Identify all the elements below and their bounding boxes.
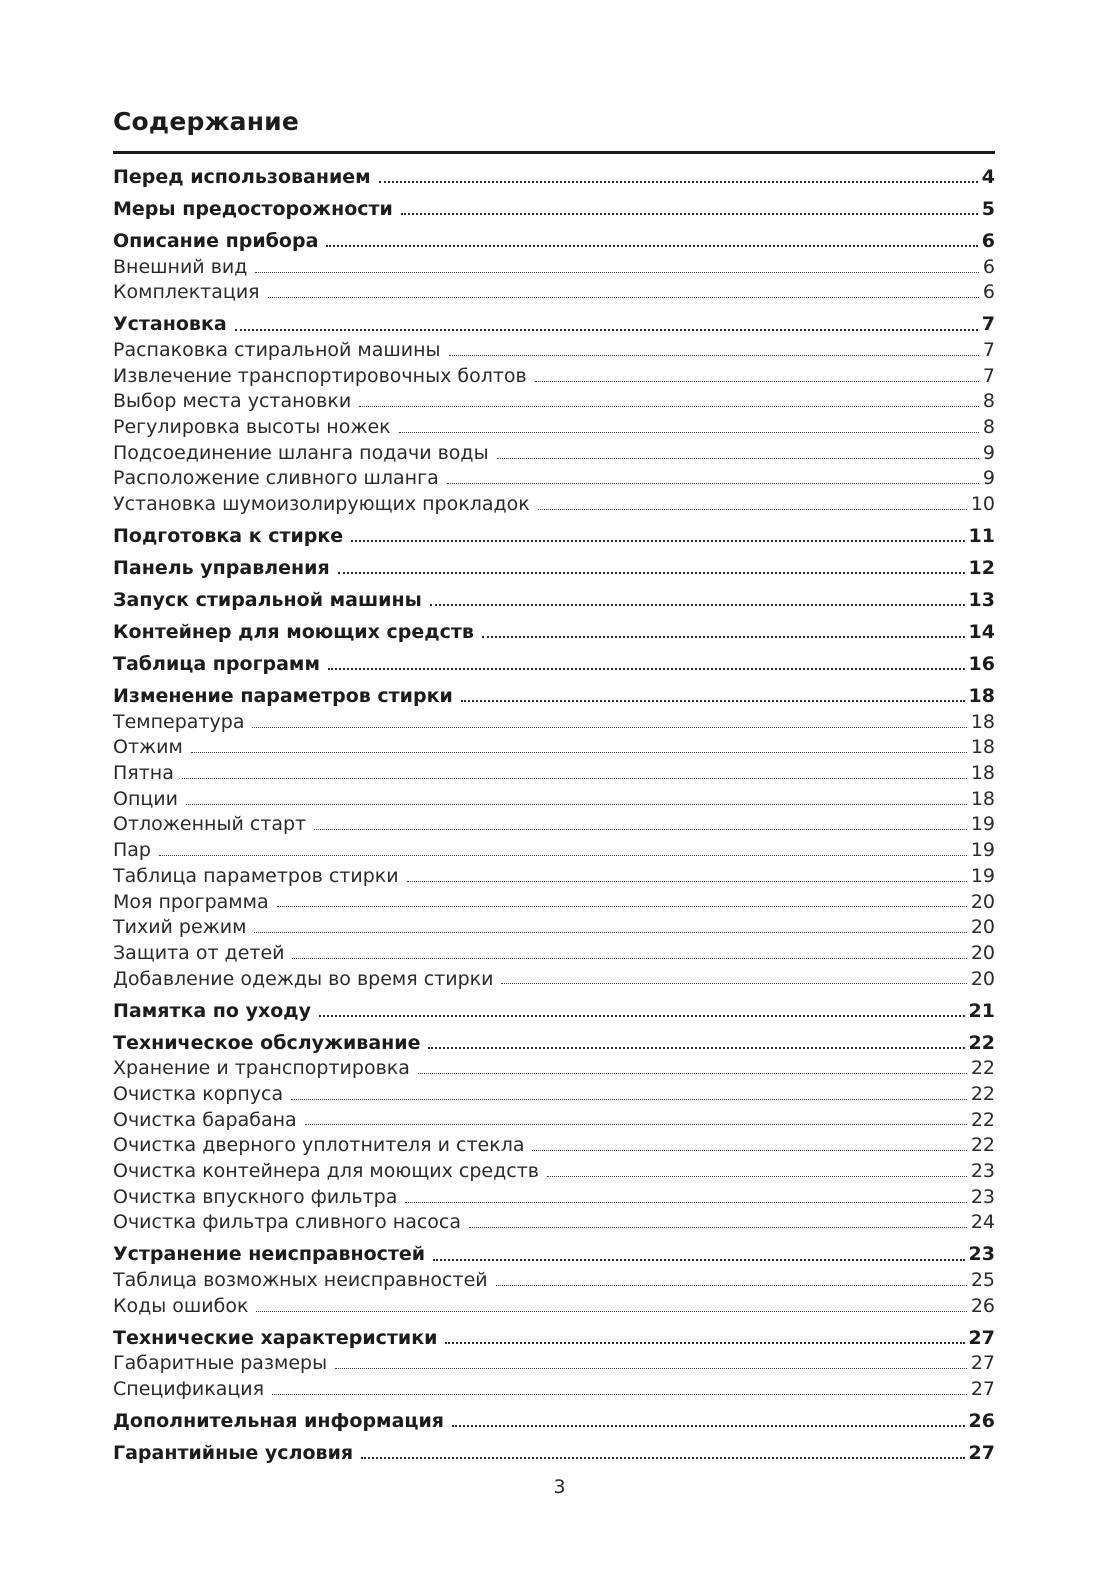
- toc-subsection-entry[interactable]: [113, 864, 995, 890]
- toc-subsection-entry[interactable]: [113, 1210, 995, 1236]
- toc-entry-label: Пятна: [113, 762, 174, 785]
- toc-entry-page: 9: [982, 467, 995, 490]
- toc-dot-leader: [447, 483, 979, 484]
- toc-entry-label: Пар: [113, 839, 151, 862]
- toc-subsection-entry[interactable]: [113, 838, 995, 864]
- toc-entry-label: Добавление одежды во время стирки: [113, 967, 494, 990]
- toc-dot-leader: [428, 1047, 964, 1049]
- toc-entry-page: 25: [970, 1269, 995, 1292]
- toc-dot-leader: [255, 272, 979, 273]
- toc-entry-label: Таблица параметров стирки: [113, 864, 399, 887]
- toc-dot-leader: [305, 1124, 967, 1125]
- toc-entry-page: 4: [981, 166, 995, 188]
- toc-entry-label: Таблица возможных неисправностей: [113, 1269, 488, 1292]
- toc-dot-leader: [538, 509, 967, 510]
- toc-entry-page: 13: [968, 589, 995, 612]
- toc-entry-page: 21: [968, 999, 995, 1022]
- toc-entry-label: Подготовка к стирке: [113, 525, 344, 548]
- toc-dot-leader: [469, 1227, 967, 1228]
- toc-dot-leader: [452, 1425, 965, 1427]
- toc-section-entry[interactable]: [113, 312, 995, 338]
- toc-dot-leader: [351, 540, 964, 542]
- toc-entry-label: Перед использованием: [113, 166, 371, 188]
- toc-subsection-entry[interactable]: [113, 1377, 995, 1403]
- toc-entry-label: Комплектация: [113, 281, 260, 304]
- toc-entry-label: Очистка контейнера для моющих средств: [113, 1160, 539, 1183]
- toc-dot-leader: [272, 1394, 967, 1395]
- toc-entry-page: 19: [970, 864, 995, 887]
- toc-subsection-entry[interactable]: [113, 466, 995, 492]
- toc-subsection-entry[interactable]: [113, 710, 995, 736]
- toc-entry-label: Тихий режим: [113, 916, 247, 939]
- toc-entry-page: 16: [968, 653, 995, 676]
- toc-dot-leader: [319, 1015, 965, 1017]
- toc-subsection-entry[interactable]: [113, 441, 995, 467]
- toc-entry-label: Очистка дверного уплотнителя и стекла: [113, 1134, 525, 1157]
- toc-entry-label: Опции: [113, 787, 179, 810]
- toc-entry-page: 22: [970, 1108, 995, 1131]
- toc-entry-page: 20: [970, 941, 995, 964]
- toc-entry-label: Устранение неисправностей: [113, 1243, 426, 1266]
- toc-entry-page: 19: [970, 839, 995, 862]
- toc-subsection-entry[interactable]: [113, 1185, 995, 1211]
- toc-dot-leader: [405, 1202, 966, 1203]
- toc-entry-page: 22: [970, 1057, 995, 1080]
- toc-dot-leader: [335, 1368, 967, 1369]
- toc-entry-page: 20: [970, 916, 995, 939]
- toc-entry-label: Очистка корпуса: [113, 1082, 284, 1105]
- toc-entry-page: 6: [982, 255, 995, 278]
- toc-dot-leader: [399, 432, 979, 433]
- toc-subsection-entry[interactable]: [113, 492, 995, 518]
- toc-dot-leader: [501, 983, 966, 984]
- toc-entry-page: 8: [982, 390, 995, 413]
- toc-section-entry[interactable]: [113, 1242, 995, 1268]
- toc-dot-leader: [159, 855, 967, 856]
- toc-entry-label: Температура: [113, 710, 245, 733]
- toc-entry-label: Внешний вид: [113, 255, 248, 278]
- toc-entry-label: Габаритные размеры: [113, 1352, 328, 1375]
- toc-dot-leader: [535, 381, 979, 382]
- toc-entry-label: Контейнер для моющих средств: [113, 621, 474, 644]
- toc-entry-label: Распаковка стиральной машины: [113, 339, 441, 362]
- toc-subsection-entry[interactable]: [113, 1082, 995, 1108]
- toc-dot-leader: [254, 932, 966, 933]
- toc-entry-label: Дополнительная информация: [113, 1410, 444, 1433]
- toc-dot-leader: [314, 829, 967, 830]
- toc-entry-page: 7: [982, 364, 995, 387]
- toc-entry-page: 14: [968, 621, 995, 644]
- toc-entry-page: 5: [981, 197, 995, 220]
- toc-subsection-entry[interactable]: [113, 1268, 995, 1294]
- toc-section-entry[interactable]: [113, 556, 995, 582]
- toc-dot-leader: [256, 1311, 966, 1312]
- toc-entry-label: Панель управления: [113, 557, 330, 580]
- toc-entry-page: 18: [970, 736, 995, 759]
- toc-dot-leader: [449, 355, 979, 356]
- toc-subsection-entry[interactable]: [113, 255, 995, 281]
- toc-dot-leader: [430, 604, 965, 606]
- toc-entry-page: 22: [968, 1031, 995, 1054]
- toc-section-entry[interactable]: [113, 684, 995, 710]
- toc-dot-leader: [268, 297, 979, 298]
- toc-entry-label: Отложенный старт: [113, 813, 307, 836]
- toc-subsection-entry[interactable]: [113, 1133, 995, 1159]
- toc-subsection-entry[interactable]: [113, 1351, 995, 1377]
- toc-subsection-entry[interactable]: [113, 915, 995, 941]
- toc-subsection-entry[interactable]: [113, 787, 995, 813]
- toc-entry-page: 19: [970, 813, 995, 836]
- toc-subsection-entry[interactable]: [113, 735, 995, 761]
- toc-dot-leader: [497, 458, 979, 459]
- toc-entry-label: Регулировка высоты ножек: [113, 416, 391, 439]
- toc-entry-page: 23: [970, 1160, 995, 1183]
- toc-dot-leader: [191, 752, 967, 753]
- toc-dot-leader: [182, 778, 967, 779]
- toc-entry-label: Защита от детей: [113, 941, 285, 964]
- toc-subsection-entry[interactable]: [113, 364, 995, 390]
- toc-entry-page: 9: [982, 441, 995, 464]
- toc-entry-page: 7: [982, 339, 995, 362]
- toc-entry-label: Очистка впускного фильтра: [113, 1185, 398, 1208]
- toc-entry-page: 26: [970, 1294, 995, 1317]
- page-number: 3: [553, 1476, 566, 1498]
- toc-dot-leader: [461, 700, 965, 702]
- toc-entry-page: 20: [970, 967, 995, 990]
- toc-entry-page: 18: [970, 787, 995, 810]
- toc-entry-label: Подсоединение шланга подачи воды: [113, 441, 489, 464]
- toc-section-entry[interactable]: [113, 999, 995, 1025]
- toc-section-entry[interactable]: [113, 1326, 995, 1352]
- toc-entry-page: 27: [968, 1326, 995, 1349]
- toc-section-entry[interactable]: [113, 1409, 995, 1435]
- toc-entry-label: Коды ошибок: [113, 1294, 249, 1317]
- toc-entry-page: 18: [970, 710, 995, 733]
- toc-section-entry[interactable]: [113, 620, 995, 646]
- toc-subsection-entry[interactable]: [113, 761, 995, 787]
- toc-entry-label: Извлечение транспортировочных болтов: [113, 364, 527, 387]
- toc-entry-label: Технические характеристики: [113, 1326, 438, 1349]
- toc-entry-page: 10: [970, 493, 995, 516]
- toc-dot-leader: [328, 668, 965, 670]
- toc-subsection-entry[interactable]: [113, 1159, 995, 1185]
- toc-entry-page: 6: [981, 229, 995, 252]
- toc-dot-leader: [482, 636, 965, 638]
- toc-entry-label: Установка шумоизолирующих прокладок: [113, 493, 530, 516]
- toc-dot-leader: [292, 958, 966, 959]
- toc-entry-page: 23: [970, 1185, 995, 1208]
- toc-dot-leader: [445, 1342, 964, 1344]
- toc-section-entry[interactable]: [113, 1441, 995, 1467]
- toc-subsection-entry[interactable]: [113, 1294, 995, 1320]
- toc-entry-label: Техническое обслуживание: [113, 1031, 421, 1054]
- toc-dot-leader: [532, 1150, 966, 1151]
- toc-entry-page: 12: [968, 557, 995, 580]
- toc-entry-page: 27: [970, 1378, 995, 1401]
- toc-entry-page: 7: [981, 313, 995, 336]
- toc-subsection-entry[interactable]: [113, 338, 995, 364]
- toc-dot-leader: [418, 1073, 967, 1074]
- toc-section-entry[interactable]: [113, 197, 995, 223]
- toc-section-entry[interactable]: [113, 1031, 995, 1057]
- toc-section-entry[interactable]: [113, 165, 995, 191]
- toc-dot-leader: [361, 1457, 964, 1459]
- toc-section-entry[interactable]: [113, 652, 995, 678]
- toc-dot-leader: [433, 1259, 964, 1261]
- title-divider: [113, 151, 995, 154]
- toc-entry-page: 22: [970, 1082, 995, 1105]
- toc-dot-leader: [407, 881, 967, 882]
- toc-subsection-entry[interactable]: [113, 280, 995, 306]
- toc-entry-label: Запуск стиральной машины: [113, 589, 422, 612]
- toc-subsection-entry[interactable]: [113, 1108, 995, 1134]
- toc-section-entry[interactable]: [113, 229, 995, 255]
- toc-dot-leader: [235, 329, 978, 331]
- toc-entry-label: Расположение сливного шланга: [113, 467, 439, 490]
- toc-subsection-entry[interactable]: [113, 389, 995, 415]
- page-title: Содержание: [113, 107, 300, 136]
- toc-dot-leader: [359, 406, 979, 407]
- toc-subsection-entry[interactable]: [113, 967, 995, 993]
- toc-entry-label: Таблица программ: [113, 653, 320, 676]
- toc-entry-label: Меры предосторожности: [113, 197, 393, 220]
- toc-dot-leader: [252, 727, 966, 728]
- toc-dot-leader: [401, 213, 978, 215]
- toc-subsection-entry[interactable]: [113, 812, 995, 838]
- toc-entry-label: Выбор места установки: [113, 390, 352, 413]
- toc-entry-label: Спецификация: [113, 1378, 265, 1401]
- toc-section-entry[interactable]: [113, 524, 995, 550]
- toc-entry-label: Хранение и транспортировка: [113, 1057, 410, 1080]
- toc-entry-page: 24: [970, 1211, 995, 1234]
- toc-entry-page: 23: [968, 1243, 995, 1266]
- toc-subsection-entry[interactable]: [113, 941, 995, 967]
- toc-entry-label: Отжим: [113, 736, 183, 759]
- toc-entry-label: Установка: [113, 313, 227, 336]
- toc-dot-leader: [547, 1176, 967, 1177]
- toc-subsection-entry[interactable]: [113, 890, 995, 916]
- toc-entry-label: Очистка фильтра сливного насоса: [113, 1211, 462, 1234]
- toc-entry-page: 18: [968, 685, 995, 708]
- toc-entry-page: 20: [970, 890, 995, 913]
- toc-dot-leader: [326, 245, 977, 247]
- toc-entry-page: 26: [968, 1410, 995, 1433]
- toc-entry-page: 27: [968, 1442, 995, 1465]
- toc-entry-page: 6: [982, 281, 995, 304]
- toc-dot-leader: [338, 572, 965, 574]
- toc-entry-page: 22: [970, 1134, 995, 1157]
- toc-dot-leader: [186, 804, 967, 805]
- toc-entry-label: Изменение параметров стирки: [113, 685, 453, 708]
- toc-dot-leader: [277, 906, 967, 907]
- toc-entry-page: 18: [970, 762, 995, 785]
- toc-entry-label: Гарантийные условия: [113, 1442, 354, 1465]
- toc-section-entry[interactable]: [113, 588, 995, 614]
- toc-entry-label: Моя программа: [113, 890, 269, 913]
- toc-dot-leader: [496, 1285, 967, 1286]
- toc-entry-label: Очистка барабана: [113, 1108, 297, 1131]
- toc-dot-leader: [379, 181, 978, 183]
- toc-entry-page: 27: [970, 1352, 995, 1375]
- toc-subsection-entry[interactable]: [113, 415, 995, 441]
- toc-subsection-entry[interactable]: [113, 1056, 995, 1082]
- toc-dot-leader: [291, 1099, 967, 1100]
- toc-entry-page: 11: [968, 525, 995, 548]
- toc-entry-label: Памятка по уходу: [113, 999, 312, 1022]
- toc-entry-page: 8: [982, 416, 995, 439]
- table-of-contents: [113, 165, 995, 1467]
- toc-entry-label: Описание прибора: [113, 229, 319, 252]
